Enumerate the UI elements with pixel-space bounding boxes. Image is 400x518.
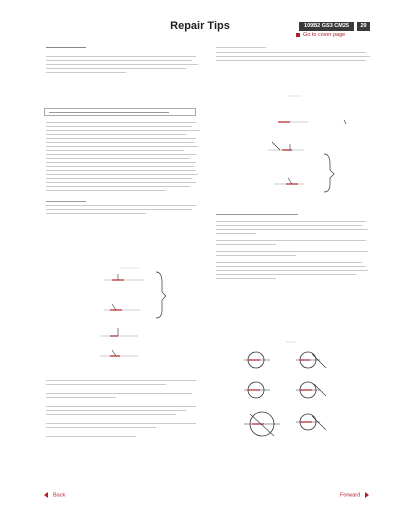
arrow-right-icon (365, 492, 369, 498)
cover-page-link[interactable] (296, 32, 345, 38)
left-paragraph-3 (46, 380, 206, 437)
right-column (216, 47, 376, 64)
left-diagram (80, 262, 190, 372)
forward-link[interactable] (340, 492, 369, 498)
section-box (44, 108, 196, 116)
arrow-left-icon (44, 492, 48, 498)
back-link[interactable] (44, 492, 65, 498)
back-label: Back (53, 492, 66, 499)
cover-page-label: Go to cover page (303, 32, 346, 38)
left-paragraph-2 (46, 122, 206, 217)
page-title: Repair Tips (170, 20, 230, 32)
right-paragraph-2 (216, 214, 376, 279)
model-badge: 109B2 GS3 CM25 (299, 22, 354, 31)
circle-diagrams (236, 338, 346, 448)
forward-label: Forward (340, 492, 361, 499)
right-diagram-top (258, 96, 358, 196)
square-bullet-icon (296, 33, 300, 37)
page-number-badge: 29 (357, 22, 370, 31)
left-column (46, 47, 206, 87)
